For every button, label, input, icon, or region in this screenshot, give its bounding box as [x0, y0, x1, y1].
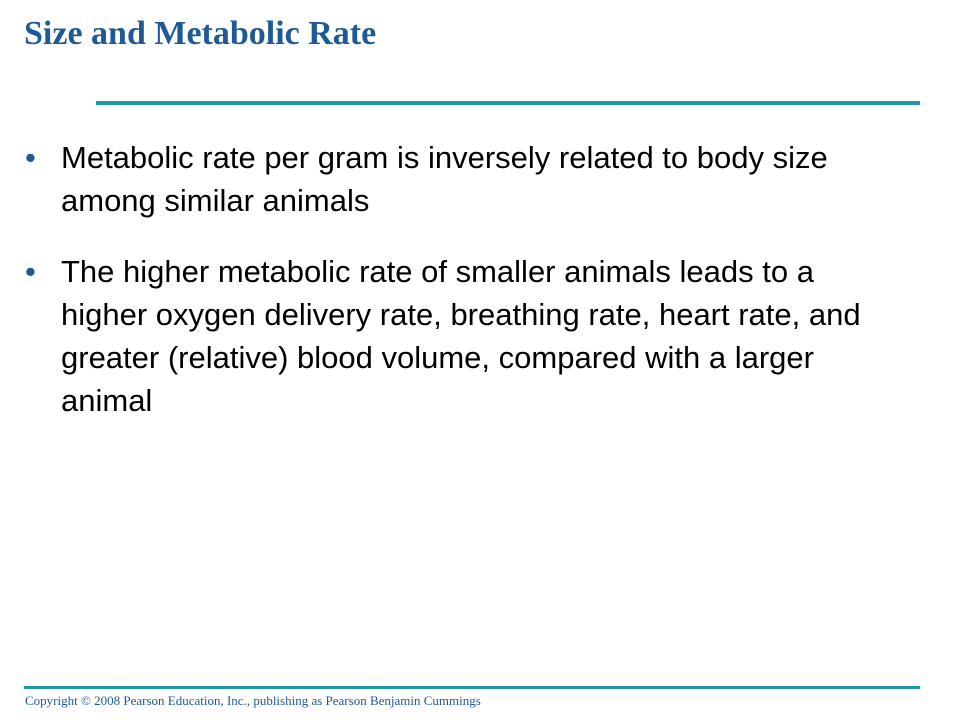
bullet-dot-icon: •: [25, 254, 36, 289]
bullet-text: Metabolic rate per gram is inversely related to body size among similar animals: [61, 140, 828, 218]
bullet-text: The higher metabolic rate of smaller animals leads to a higher oxygen delivery rate, breathing rate, heart rate, and greater (relative) blood volume, compared with a larger animal: [61, 254, 861, 418]
bullet-dot-icon: •: [25, 140, 36, 175]
bullet-item-smaller-animals: [25, 250, 905, 422]
title-divider: [96, 101, 920, 105]
copyright-notice: Copyright © 2008 Pearson Education, Inc., publishing as Pearson Benjamin Cummings: [25, 693, 481, 708]
bullet-item-metabolic-rate: [25, 136, 905, 222]
bullet-list: [25, 136, 905, 450]
footer-divider: [24, 686, 920, 689]
slide-title: Size and Metabolic Rate: [24, 15, 377, 52]
